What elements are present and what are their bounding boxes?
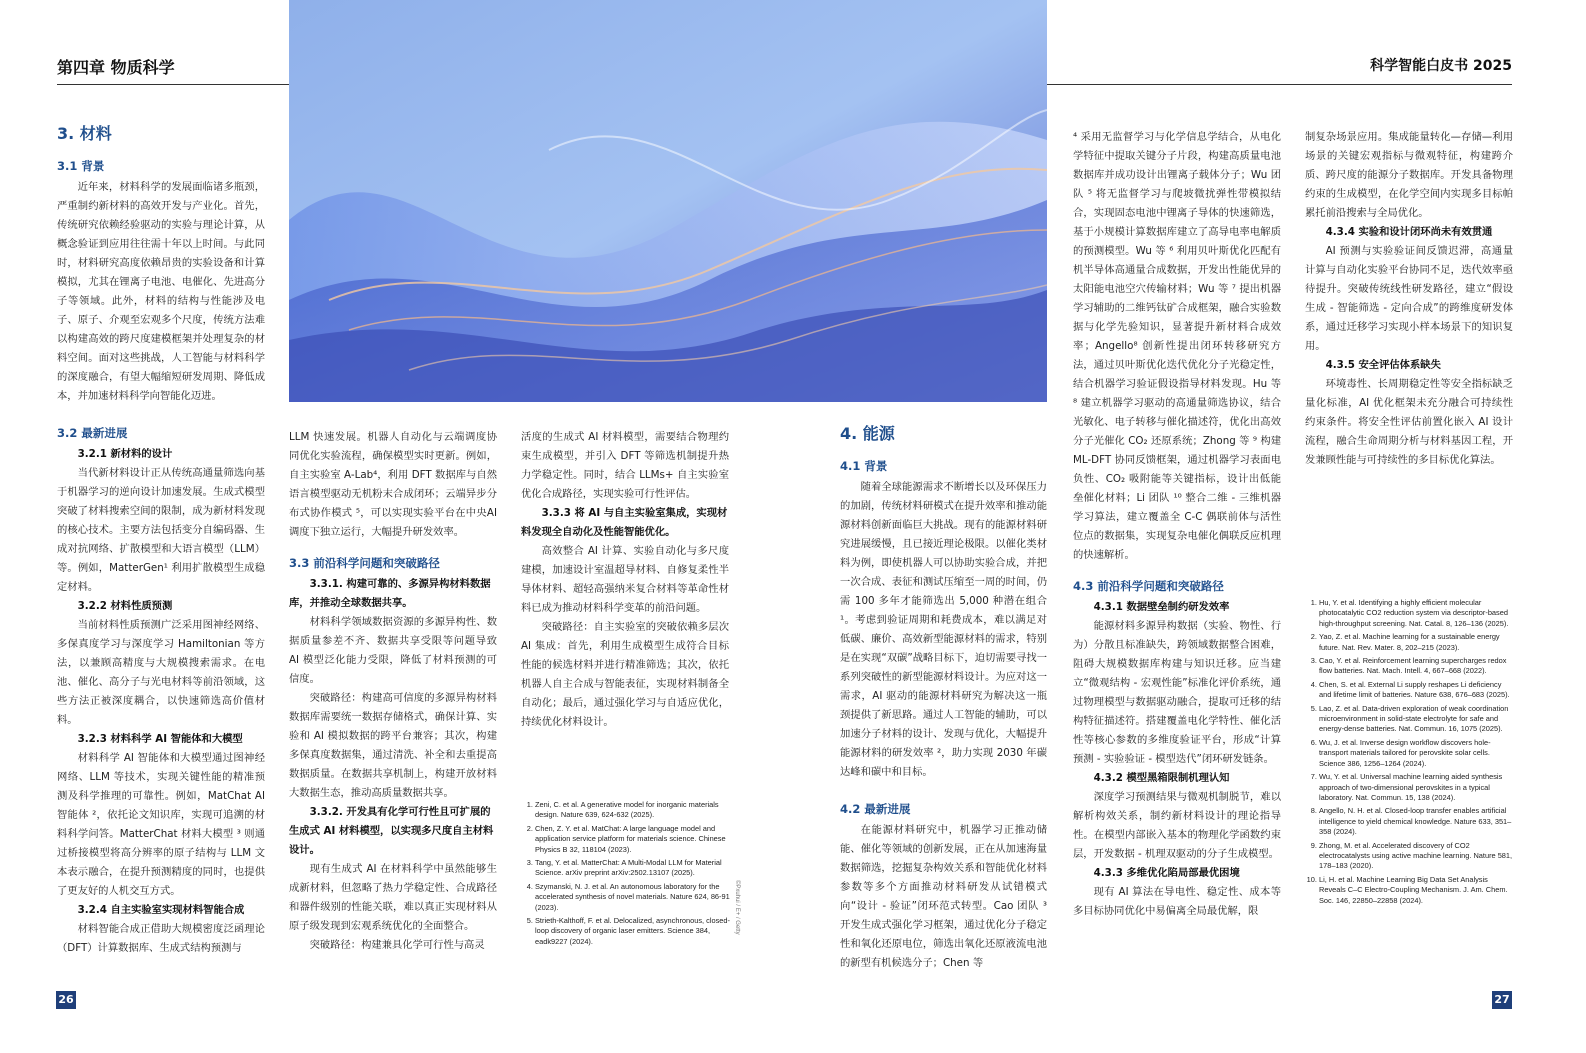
paragraph-col6-cont: 制复杂场景应用。集成能量转化—存储—利用场景的关键宏观指标与微观特征，构建跨介质、跨尺度的能源分子数据库。开发具备物理约束的生成模型，在化学空间内实现多目标帕累托前沿搜索与全局优化。: [1305, 131, 1513, 219]
energy-references: [1305, 598, 1515, 909]
book-title: 科学智能白皮书 2025: [1370, 58, 1512, 74]
reference-item: 5. Lao, Z. et al. Data-driven exploration of weak coordination microenvironment in solid-state electrolyte for safe and energy-dense batteries. Nat. Commun. 16, 1075 (2025).: [1319, 704, 1515, 735]
subsection-3-1: 3.1 背景: [57, 159, 105, 173]
subsection-4-3-4: 4.3.4 实验和设计闭环尚未有效贯通: [1325, 226, 1493, 238]
paragraph-3-3-3-path: 突破路径：自主实验室的突破依赖多层次 AI 集成：首先，利用生成模型生成符合目标性能的候选材料并进行精准筛选；其次，依托机器人自主合成与智能表征，实现材料制备全自动化；最后，通过强化学习与自适应优化，持续优化材料设计。: [521, 621, 729, 728]
section-title-materials: 3. 材料: [57, 124, 112, 143]
subsection-4-3-2: 4.3.2 模型黑箱限制机理认知: [1093, 772, 1230, 784]
energy-column-6: [1305, 128, 1513, 470]
paragraph-3-2-1: 当代新材料设计正从传统高通量筛选向基于机器学习的逆向设计加速发展。生成式模型突破了材料搜索空间的限制，成为新材料发现的核心技术。主要方法包括变分自编码器、生成对抗网络、扩散模型和大语言模型（LLM）等。例如，MatterGen¹ 利用扩散模型生成稳定材料。: [57, 467, 265, 593]
subsection-3-2-1: 3.2.1 新材料的设计: [77, 448, 173, 460]
energy-column-5: [1073, 128, 1281, 921]
abstract-wave-image: [289, 0, 1047, 402]
paragraph-col5-cont: ⁴ 采用无监督学习与化学信息学结合，从电化学特征中提取关键分子片段，构建高质量电池数据库并成功设计出锂离子载体分子；Wu 团队 ⁵ 将无监督学习与爬坡微扰弹性带模拟结合，实现固态电池中锂离子导体的快速筛选，基于小规模计算数据库建立了高导电率电解质的预测模型。Wu 等 ⁶ 利用贝叶斯优化匹配有机半导体高通量合成数据，开发出性能优异的太阳能电池空穴传输材料；Wu 等 ⁷ 提出机器学习辅助的二维钙钛矿合成框架，融合实验数据与化学先验知识，显著提升新材料合成效率；Angello⁸ 创新性提出闭环转移研究方法，通过贝叶斯优化迭代优化分子光稳定性，结合机器学习验证假设指导材料发现。Hu 等 ⁸ 建立机器学习驱动的高通量筛选协议，结合光敏化、电子转移与催化描述符，优化出高效分子光催化 CO₂ 还原系统；Zhong 等 ⁹ 构建 ML-DFT 协同反馈框架，通过机器学习表面电负性、CO₂ 吸附能等关键指标，设计出低能垒催化材料；Li 团队 ¹⁰ 整合二维 - 三维机器学习算法，建立覆盖全 C-C 偶联前体与活性位点的数据集，实现复杂电催化偶联反应机理的快速解析。: [1073, 131, 1281, 561]
reference-item: 8. Angello, N. H. et al. Closed-loop transfer enables artificial intelligence to yield chemical knowledge. Nature 633, 351–358 (2024).: [1319, 806, 1515, 837]
subsection-4-3: 4.3 前沿科学问题和突破路径: [1073, 579, 1224, 593]
subsection-3-2-4: 3.2.4 自主实验室实现材料智能合成: [77, 904, 245, 916]
page-number-left: 26: [56, 991, 76, 1009]
paragraph-3-3-2-path: 突破路径：构建兼具化学可行性与高灵: [309, 939, 485, 951]
hero-image: [289, 0, 1047, 402]
header-rule-left: [57, 84, 289, 85]
materials-column-3: [521, 428, 729, 732]
paragraph-3-2-2: 当前材料性质预测广泛采用图神经网络、多保真度学习与深度学习 Hamiltonian 等方法，以兼顾高精度与大规模搜索需求。在电池、催化、高分子与光电材料等前沿领域，这些方法正被深度耦合，以快速筛选高价值材料。: [57, 619, 265, 726]
paragraph-4-3-1: 能源材料多源异构数据（实验、物性、行为）分散且标准缺失，跨领域数据整合困难，阻碍大规模数据库构建与知识迁移。应当建立“微观结构 - 宏观性能”标准化评价系统，通过物理模型与数据驱动融合，提取可迁移的结构特征描述符。搭建覆盖电化学特性、催化活性等核心参数的多维度验证平台，形成“计算预测 - 实验验证 - 模型迭代”闭环研发链条。: [1073, 620, 1281, 765]
paragraph-3-3-2: 现有生成式 AI 在材料科学中虽然能够生成新材料，但忽略了热力学稳定性、合成路径和器件级别的性能关联，难以真正实现材料从原子级发现到宏观系统优化的全面整合。: [289, 863, 497, 932]
paragraph-3-3-3: 高效整合 AI 计算、实验自动化与多尺度建模，加速设计室温超导材料、自修复柔性半导体材料、超轻高强纳米复合材料等革命性材料已成为推动材料科学变革的前沿问题。: [521, 545, 729, 614]
subsection-3-3: 3.3 前沿科学问题和突破路径: [289, 556, 440, 570]
reference-item: 1. Zeni, C. et al. A generative model for inorganic materials design. Nature 639, 624-632 (2025).: [535, 800, 731, 821]
subsection-3-3-2: 3.3.2. 开发具有化学可行性且可扩展的生成式 AI 材料模型，以实现多尺度自主材料设计。: [289, 806, 494, 856]
subsection-3-2-3: 3.2.3 材料科学 AI 智能体和大模型: [77, 733, 243, 745]
subsection-3-3-3: 3.3.3 将 AI 与自主实验室集成，实现材料发现全自动化及性能智能优化。: [521, 507, 728, 538]
materials-references: [521, 800, 731, 950]
section-title-energy: 4. 能源: [840, 424, 895, 443]
reference-item: 10. Li, H. et al. Machine Learning Big Data Set Analysis Reveals C–C Electro-Coupling Mechanism. J. Am. Chem. Soc. 146, 22850–22858 (2024).: [1319, 875, 1515, 906]
reference-item: 6. Wu, J. et al. Inverse design workflow discovers hole-transport materials tailored for perovskite solar cells. Science 386, 1256–1264 (2024).: [1319, 738, 1515, 769]
image-credit: ©Pxuhui / E+ / Getty: [734, 880, 740, 935]
paragraph-4-1: 随着全球能源需求不断增长以及环保压力的加剧，传统材料研模式在提升效率和推动能源材料创新面临巨大挑战。现有的能源材料研究进展缓慢，且已接近理论极限。以催化类材料为例，即使机器人可以协助实验合成，并把一次合成、表征和测试压缩至一周的时间，仍需 100 多年才能筛选出 5,000 种潜在组合 ¹。考虑到验证周期和耗费成本，难以满足对低碳、廉价、高效新型能源材料的需求，特别是在实现“双碳”战略目标下，迫切需要寻找一系列突破性的新型能源材料设计。为应对这一需求，AI 驱动的能源材料研究为解决这一瓶颈提供了新思路。通过人工智能的辅助，可以加速分子材料的设计、发现与优化，大幅提升能源材料的研发效率 ²，助力实现 2030 年碳达峰和碳中和目标。: [840, 481, 1047, 778]
paragraph-3-1: 近年来，材料科学的发展面临诸多瓶颈，严重制约新材料的高效开发与产业化。首先，传统研究依赖经验驱动的实验与理论计算，从概念验证到应用往往需十年以上时间。与此同时，材料研究高度依赖昂贵的实验设备和计算模拟，尤其在锂离子电池、电催化、先进高分子等领域。此外，材料的结构与性能涉及电子、原子、介观至宏观多个尺度，传统方法难以构建高效的跨尺度建模框架并处理复杂的材料空间。面对这些挑战，人工智能与材料科学的深度融合，有望大幅缩短研发周期、降低成本，并加速材料科学向智能化迈进。: [57, 181, 265, 402]
paragraph-3-2-4: 材料智能合成正借助大规模密度泛函理论（DFT）计算数据库、生成式结构预测与: [57, 923, 265, 954]
energy-column-4: [840, 424, 1047, 973]
paragraph-col2-cont: LLM 快速发展。机器人自动化与云端调度协同优化实验流程，确保模型实时更新。例如，自主实验室 A-Lab⁴，利用 DFT 数据库与自然语言模型驱动无机粉末合成闭环；云端异步分布式协作模式 ⁵，可以实现实验平台在中央AI 调度下独立运行，大幅提升研发效率。: [289, 431, 497, 538]
reference-item: 2. Yao, Z. et al. Machine learning for a sustainable energy future. Nat. Rev. Mater. 8, 202–215 (2023).: [1319, 632, 1515, 653]
paragraph-3-3-1: 材料科学领域数据资源的多源异构性、数据质量参差不齐、数据共享受限等问题导致 AI 模型泛化能力受限，降低了材料预测的可信度。: [289, 616, 497, 685]
paragraph-3-2-3: 材料科学 AI 智能体和大模型通过图神经网络、LLM 等技术，实现关键性能的精准预测及科学推理的可靠性。例如，MatChat AI 智能体 ²，依托论文知识库，实现可追溯的材料科学问答。MatterChat 材料大模型 ³ 则通过桥接模型将高分辨率的原子结构与 LLM 文本表示融合，在提升预测精度的同时，也提供了更友好的人机交互方式。: [57, 752, 265, 897]
subsection-4-1: 4.1 背景: [840, 459, 888, 473]
reference-item: 5. Strieth-Kalthoff, F. et al. Delocalized, asynchronous, closed-loop discovery of organic laser emitters. Science 384, eadk9227 (2024).: [535, 916, 731, 947]
subsection-4-3-3: 4.3.3 多维优化陷局部最优困境: [1093, 867, 1240, 879]
materials-column-1: [57, 124, 265, 958]
paragraph-col3-cont: 活度的生成式 AI 材料模型，需要结合物理约束生成模型，并引入 DFT 等筛选机制提升热力学稳定性。同时，结合 LLMs+ 自主实验室优化合成路径，实现实验可行性评估。: [521, 431, 729, 500]
reference-item: 1. Hu, Y. et al. Identifying a highly efficient molecular photocatalytic CO2 reduction system via descriptor-based high-throughput screening. Nat. Catal. 8, 126–136 (2025).: [1319, 598, 1515, 629]
materials-column-2: [289, 428, 497, 955]
paragraph-4-3-4: AI 预测与实验验证间反馈迟滞，高通量计算与自动化实验平台协同不足，迭代效率亟待提升。突破传统线性研发路径，建立“假设生成 - 智能筛选 - 定向合成”的跨维度研发体系，通过迁移学习实现小样本场景下的知识复用。: [1305, 245, 1513, 352]
reference-item: 4. Chen, S. et al. External Li supply reshapes Li deficiency and lifetime limit of batteries. Nature 638, 676–683 (2025).: [1319, 680, 1515, 701]
subsection-3-2: 3.2 最新进展: [57, 426, 128, 440]
paragraph-4-3-2: 深度学习预测结果与微观机制脱节，难以解析构效关系，制约新材料设计的理论指导性。在模型内部嵌入基本的物理化学函数约束层，开发数据 - 机理双驱动的分子生成模型。: [1073, 791, 1281, 860]
subsection-3-3-1: 3.3.1. 构建可靠的、多源异构材料数据库，并推动全球数据共享。: [289, 578, 491, 609]
reference-item: 2. Chen, Z. Y. et al. MatChat: A large language model and application service platform for materials science. Chinese Physics B 32, 118104 (2023).: [535, 824, 731, 855]
paragraph-4-2: 在能源材料研究中，机器学习正推动储能、催化等领域的创新发展，正在从加速海量数据筛选，挖掘复杂构效关系和智能优化材料参数等多个方面推动材料研发从试错模式向“设计 - 验证”闭环范式转型。Cao 团队 ³ 开发生成式强化学习框架，通过优化分子稳定性和氧化还原电位，筛选出氧化还原液流电池的新型有机候选分子；Chen 等: [840, 824, 1047, 969]
reference-item: 9. Zhong, M. et al. Accelerated discovery of CO2 electrocatalysts using active machine learning. Nature 581, 178–183 (2020).: [1319, 841, 1515, 872]
reference-item: 3. Tang, Y. et al. MatterChat: A Multi-Modal LLM for Material Science. arXiv preprint arXiv:2502.13107 (2025).: [535, 858, 731, 879]
paragraph-3-3-1-path: 突破路径：构建高可信度的多源异构材料数据库需要统一数据存储格式，确保计算、实验和 AI 模拟数据的跨平台兼容；其次，构建多保真度数据集，通过清洗、补全和去重提高数据质量。在数据共享机制上，构建开放材料大数据生态，推动高质量数据共享。: [289, 692, 497, 799]
reference-item: 7. Wu, Y. et al. Universal machine learning aided synthesis approach of two-dimensional perovskites in a typical laboratory. Nat. Commun. 15, 138 (2024).: [1319, 772, 1515, 803]
header-rule-right: [1047, 84, 1512, 85]
chapter-title: 第四章 物质科学: [57, 58, 175, 77]
paragraph-4-3-5: 环境毒性、长周期稳定性等安全指标缺乏量化标准，AI 优化框架未充分融合可持续性约束条件。将安全性评估前置化嵌入 AI 设计流程，融合生命周期分析与材料基因工程，开发兼顾性能与可持续性的多目标优化算法。: [1305, 378, 1513, 466]
subsection-4-3-1: 4.3.1 数据壁垒制约研发效率: [1093, 601, 1230, 613]
paragraph-4-3-3: 现有 AI 算法在导电性、稳定性、成本等多目标协同优化中易偏离全局最优解，限: [1073, 886, 1281, 917]
reference-item: 4. Szymanski, N. J. et al. An autonomous laboratory for the accelerated synthesis of novel materials. Nature 624, 86-91 (2023).: [535, 882, 731, 913]
subsection-4-2: 4.2 最新进展: [840, 802, 911, 816]
subsection-3-2-2: 3.2.2 材料性质预测: [77, 600, 173, 612]
page-number-right: 27: [1492, 991, 1512, 1009]
reference-item: 3. Cao, Y. et al. Reinforcement learning supercharges redox flow batteries. Nat. Mach. Intell. 4, 667–668 (2022).: [1319, 656, 1515, 677]
subsection-4-3-5: 4.3.5 安全评估体系缺失: [1325, 359, 1441, 371]
